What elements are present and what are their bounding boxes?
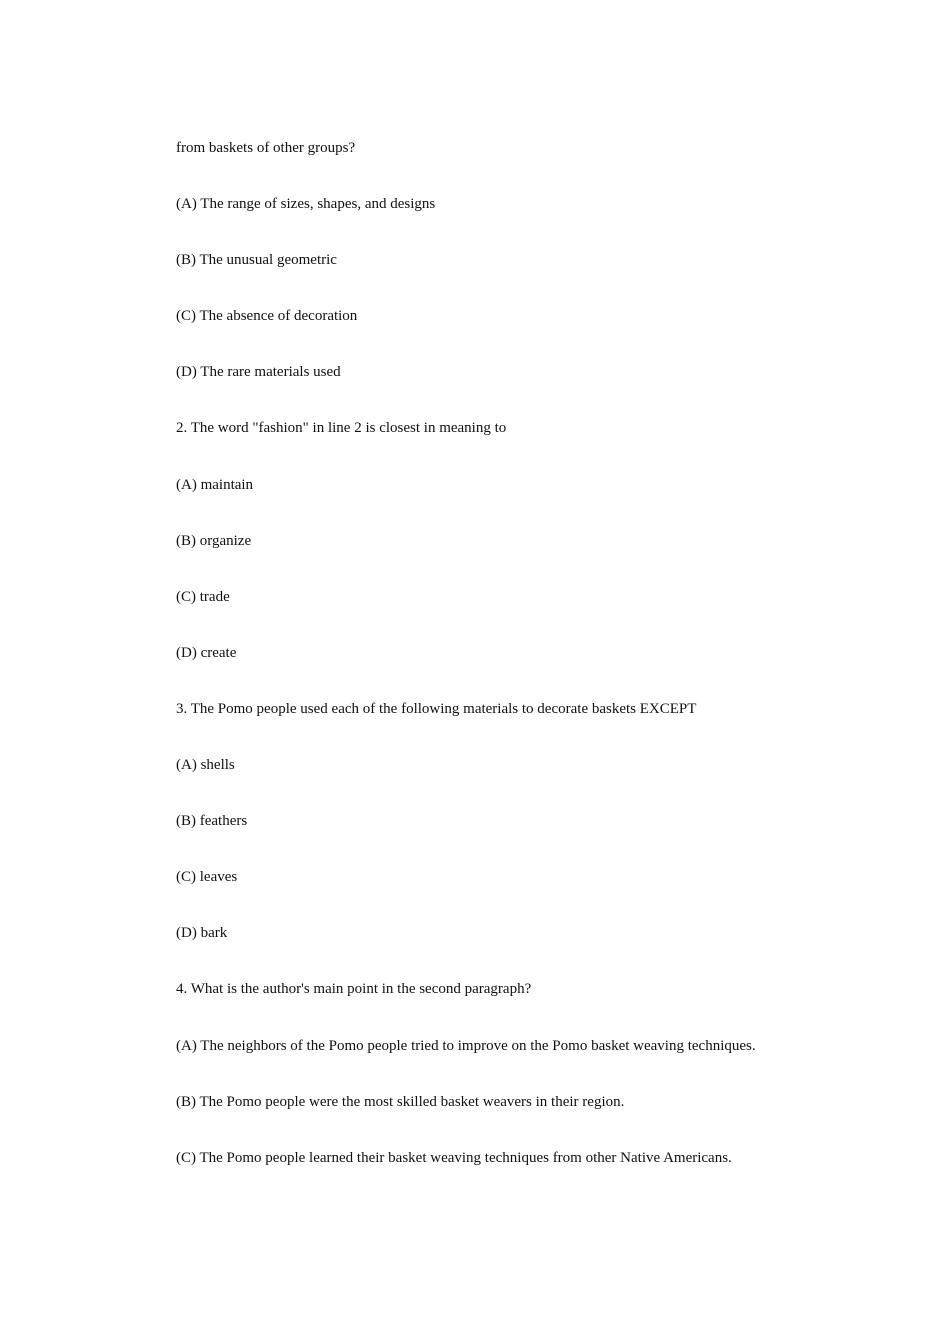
question-1-option-b: (B) The unusual geometric: [176, 252, 337, 269]
question-3-option-c: (C) leaves: [176, 869, 238, 886]
question-4-option-c: (C) The Pomo people learned their basket weaving techniques from other Native Americans.: [176, 1149, 732, 1166]
question-1-continuation: from baskets of other groups?: [176, 140, 356, 156]
question-3-stem: 3. The Pomo people used each of the following materials to decorate baskets EXCEPT: [176, 700, 697, 717]
question-3-option-d: (D) bark: [176, 925, 228, 942]
question-1-option-a: (A) The range of sizes, shapes, and designs: [176, 196, 436, 213]
question-4-option-a: (A) The neighbors of the Pomo people tried to improve on the Pomo basket weaving techniques.: [176, 1037, 756, 1054]
question-4-option-b: (B) The Pomo people were the most skilled basket weavers in their region.: [176, 1093, 625, 1110]
question-1-option-c: (C) The absence of decoration: [176, 308, 358, 325]
question-2-option-c: (C) trade: [176, 588, 230, 605]
question-text-block: [176, 138, 876, 1204]
question-2-option-a: (A) maintain: [176, 476, 254, 493]
question-2-option-b: (B) organize: [176, 532, 252, 549]
question-3-option-b: (B) feathers: [176, 813, 248, 830]
question-1-option-d: (D) The rare materials used: [176, 364, 341, 381]
question-2-option-d: (D) create: [176, 644, 237, 661]
question-4-stem: 4. What is the author's main point in the second paragraph?: [176, 981, 532, 998]
question-2-stem: 2. The word "fashion" in line 2 is closest in meaning to: [176, 420, 507, 437]
question-3-option-a: (A) shells: [176, 757, 235, 774]
